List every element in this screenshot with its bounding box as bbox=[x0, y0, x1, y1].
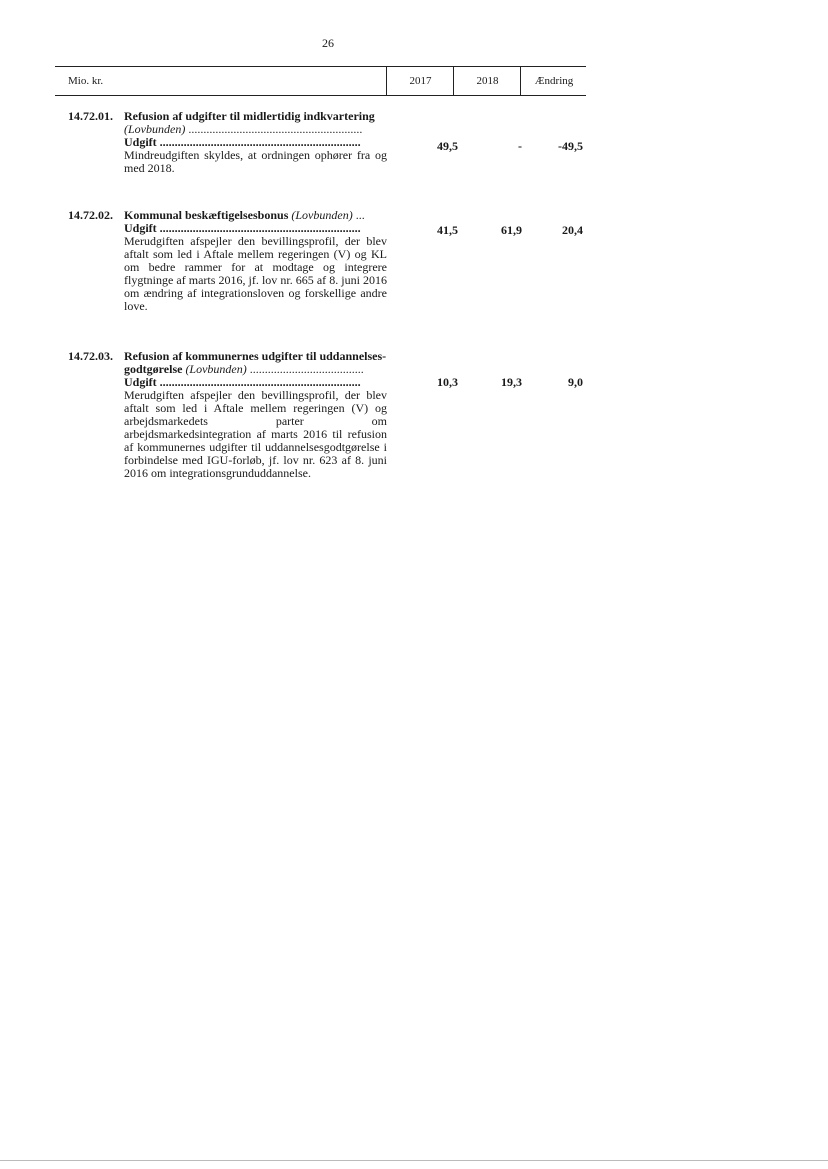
entry-number: 14.72.02. bbox=[68, 208, 113, 222]
expense-label: Udgift bbox=[124, 376, 157, 389]
entry-title bbox=[124, 209, 399, 222]
page-number: 26 bbox=[322, 36, 334, 50]
column-2017: 2017 bbox=[386, 67, 454, 95]
expense-label: Udgift bbox=[124, 136, 157, 149]
leader-dots: .......................................................... bbox=[188, 123, 363, 136]
value-2018: - bbox=[518, 139, 522, 153]
value-2018: 61,9 bbox=[501, 223, 522, 237]
expense-dots: ................................................................... bbox=[159, 376, 361, 389]
value-change: 9,0 bbox=[568, 375, 583, 389]
entry-title-bold: Refusion af kommunernes udgifter til uddannelses-godtgørelse bbox=[124, 349, 387, 376]
entry-description: Merudgiften afspejler den bevillingsprofil, der blev aftalt som led i Aftale mellem regeringen (V) og arbejdsmarkedets parter om arbejdsmarkedsintegration af marts 2016 til refusion af kommunernes udgifter til uddannelsesgodtgørelse i forbindelse med IGU-forløb, jf. lov nr. 623 af 8. juni 2016 om integrationsgrunduddannelse. bbox=[124, 388, 387, 480]
column-change: Ændring bbox=[520, 67, 587, 95]
column-2018: 2018 bbox=[453, 67, 521, 95]
unit-label: Mio. kr. bbox=[68, 75, 104, 87]
entry-title bbox=[124, 350, 414, 376]
value-2017: 49,5 bbox=[437, 139, 458, 153]
entry-number: 14.72.03. bbox=[68, 349, 113, 363]
expense-dots: ................................................................... bbox=[159, 136, 361, 149]
expense-label: Udgift bbox=[124, 222, 157, 235]
value-2018: 19,3 bbox=[501, 375, 522, 389]
value-2017: 41,5 bbox=[437, 223, 458, 237]
entry-title-bold: Kommunal beskæftigelsesbonus bbox=[124, 208, 289, 222]
value-change: 20,4 bbox=[562, 223, 583, 237]
leader-dots: ...................................... bbox=[249, 362, 364, 376]
expense-dots: ................................................................... bbox=[159, 222, 361, 235]
entry-title bbox=[124, 110, 399, 123]
entry-number: 14.72.01. bbox=[68, 109, 113, 123]
entry-title-italic: (Lovbunden) bbox=[291, 208, 353, 222]
entry-title-italic: (Lovbunden) bbox=[124, 123, 186, 136]
entry-description: Merudgiften afspejler den bevillingsprofil, der blev aftalt som led i Aftale mellem regeringen (V) og KL om bedre rammer for at modtage og integrere flygtninge af marts 2016, jf. lov nr. 665 af 8. juni 2016 om ændring af integrationsloven og forskellige andre love. bbox=[124, 234, 387, 313]
table-header bbox=[55, 66, 586, 96]
leader-dots: ... bbox=[355, 208, 365, 222]
entry-title-line2 bbox=[124, 123, 399, 136]
value-2017: 10,3 bbox=[437, 375, 458, 389]
entry-title-italic: (Lovbunden) bbox=[185, 362, 247, 376]
entry-description: Mindreudgiften skyldes, at ordningen ophører fra og med 2018. bbox=[124, 148, 387, 175]
page-edge-line bbox=[0, 1160, 828, 1161]
value-change: -49,5 bbox=[558, 139, 583, 153]
entry-title-bold: Refusion af udgifter til midlertidig indkvartering bbox=[124, 109, 375, 123]
